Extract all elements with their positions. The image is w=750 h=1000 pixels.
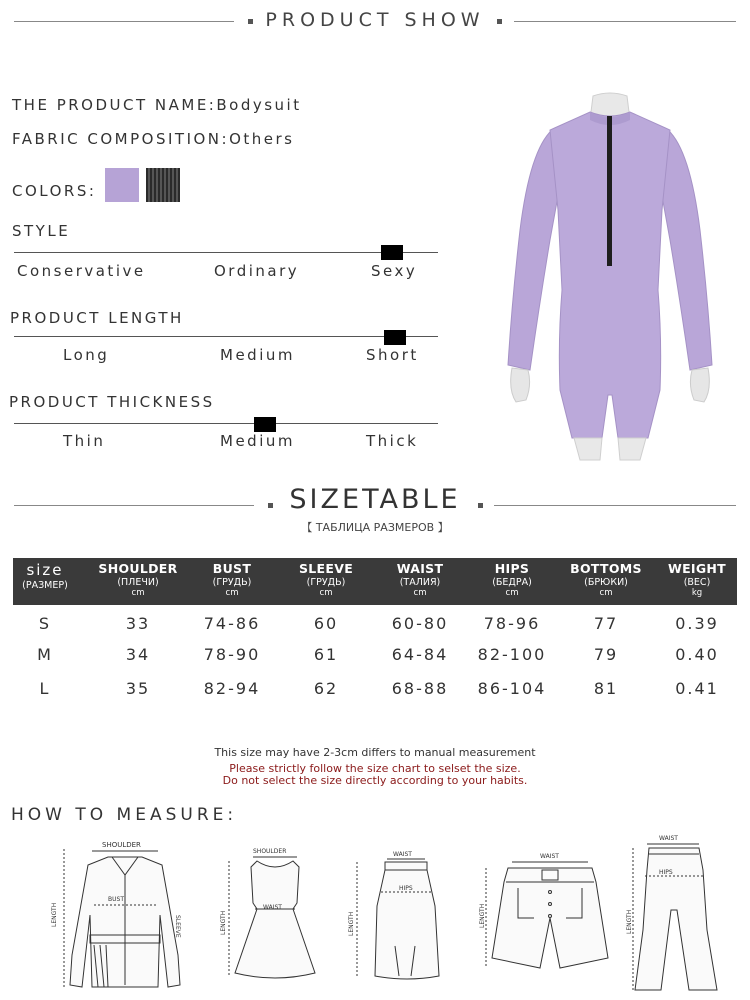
table-row xyxy=(13,642,737,668)
length-label: LENGTH xyxy=(626,909,633,934)
cell-shoulder: 33 xyxy=(125,614,151,633)
cell-waist: 60-80 xyxy=(391,614,449,633)
col-weight: WEIGHT (ВЕС) kg xyxy=(667,561,727,598)
length-label: LENGTH xyxy=(220,910,227,935)
style-marker xyxy=(381,245,403,260)
style-scale-line xyxy=(14,252,438,253)
right-hand xyxy=(690,368,709,402)
pants-diagram xyxy=(625,830,745,995)
sleeve-label: SLEEVE xyxy=(174,915,181,938)
length-scale-line xyxy=(14,336,438,337)
mannequin-leg-left xyxy=(574,438,602,460)
col-hips: HIPS (БЕДРА) cm xyxy=(492,561,532,598)
table-row xyxy=(13,676,737,702)
thickness-scale-line xyxy=(14,423,438,424)
cell-weight: 0.40 xyxy=(675,645,719,664)
style-label-ordinary: Ordinary xyxy=(214,262,300,280)
measurement-note: This size may have 2-3cm differs to manual measurement xyxy=(214,746,536,759)
length-marker xyxy=(384,330,406,345)
col-waist: WAIST (ТАЛИЯ) cm xyxy=(396,561,444,598)
left-sleeve xyxy=(508,130,560,370)
sizetable-subtitle: 【 ТАБЛИЦА РАЗМЕРОВ 】 xyxy=(301,521,449,534)
cell-bottoms: 79 xyxy=(593,645,619,664)
cell-bottoms: 81 xyxy=(593,679,619,698)
color-swatch-lavender[interactable] xyxy=(105,168,139,202)
shorts-diagram xyxy=(478,848,618,978)
cell-bust: 78-90 xyxy=(203,645,261,664)
cell-hips: 82-100 xyxy=(477,645,547,664)
page-title: PRODUCT SHOW xyxy=(265,9,485,31)
size-warning-1: Please strictly follow the size chart to selset the size. xyxy=(229,762,521,775)
skirt-diagram xyxy=(345,846,455,996)
length-title: PRODUCT LENGTH xyxy=(10,309,184,327)
right-sleeve xyxy=(660,130,712,370)
col-sleeve: SLEEVE (ГРУДЬ) cm xyxy=(298,561,354,598)
cell-hips: 86-104 xyxy=(477,679,547,698)
cell-shoulder: 35 xyxy=(125,679,151,698)
thickness-label-thick: Thick xyxy=(366,432,419,450)
jacket-diagram xyxy=(50,835,200,995)
product-name: THE PRODUCT NAME:Bodysuit xyxy=(12,96,302,114)
how-to-measure-title: HOW TO MEASURE: xyxy=(11,805,238,825)
hips-label: HIPS xyxy=(659,869,673,876)
length-label: LENGTH xyxy=(51,902,58,927)
cell-bust: 74-86 xyxy=(203,614,261,633)
hips-label: HIPS xyxy=(399,885,413,892)
sizetable-title: SIZETABLE xyxy=(289,484,461,515)
waist-label: WAIST xyxy=(659,835,678,842)
colors-label: COLORS: xyxy=(12,182,97,200)
cell-sleeve: 60 xyxy=(313,614,339,633)
waist-label: WAIST xyxy=(393,851,412,858)
cell-bottoms: 77 xyxy=(593,614,619,633)
thickness-title: PRODUCT THICKNESS xyxy=(9,393,215,411)
size-warning-2: Do not select the size directly according to your habits. xyxy=(222,774,528,787)
length-label: LENGTH xyxy=(479,903,486,928)
cell-size: L xyxy=(39,679,51,698)
shoulder-label: SHOULDER xyxy=(253,848,287,855)
col-size: size (РАЗМЕР) xyxy=(22,561,68,591)
cell-waist: 68-88 xyxy=(391,679,449,698)
length-label: LENGTH xyxy=(348,911,355,936)
cell-weight: 0.41 xyxy=(675,679,719,698)
product-image xyxy=(490,90,730,470)
col-shoulder: SHOULDER (ПЛЕЧИ) cm xyxy=(98,561,178,598)
cell-size: S xyxy=(38,614,52,633)
cell-shoulder: 34 xyxy=(125,645,151,664)
mannequin-leg-right xyxy=(618,438,646,460)
thickness-label-thin: Thin xyxy=(63,432,106,450)
sizetable-rule-right xyxy=(494,505,736,506)
header-rule-right xyxy=(514,21,736,22)
col-bust: BUST (ГРУДЬ) cm xyxy=(212,561,252,598)
cell-waist: 64-84 xyxy=(391,645,449,664)
thickness-label-medium: Medium xyxy=(220,432,295,450)
size-table-header xyxy=(13,558,737,605)
cell-sleeve: 61 xyxy=(313,645,339,664)
length-label-short: Short xyxy=(366,346,419,364)
bust-label: BUST xyxy=(108,896,124,903)
cell-sleeve: 62 xyxy=(313,679,339,698)
waist-label: WAIST xyxy=(263,904,282,911)
thickness-marker xyxy=(254,417,276,432)
cell-weight: 0.39 xyxy=(675,614,719,633)
table-row xyxy=(13,611,737,637)
header-dot-right xyxy=(497,19,502,24)
shoulder-label: SHOULDER xyxy=(102,841,141,849)
fabric-composition: FABRIC COMPOSITION:Others xyxy=(12,130,295,148)
length-label-medium: Medium xyxy=(220,346,295,364)
zipper xyxy=(607,116,612,266)
cell-hips: 78-96 xyxy=(483,614,541,633)
style-label-sexy: Sexy xyxy=(371,262,418,280)
sizetable-dot-right xyxy=(478,503,483,508)
col-bottoms: BOTTOMS (БРЮКИ) cm xyxy=(570,561,642,598)
cell-size: M xyxy=(37,645,53,664)
dress-diagram xyxy=(215,843,325,993)
waist-label: WAIST xyxy=(540,853,559,860)
color-swatch-black[interactable] xyxy=(146,168,180,202)
cell-bust: 82-94 xyxy=(203,679,261,698)
left-hand xyxy=(511,368,530,402)
style-title: STYLE xyxy=(12,222,71,240)
style-label-conservative: Conservative xyxy=(17,262,146,280)
length-label-long: Long xyxy=(63,346,110,364)
